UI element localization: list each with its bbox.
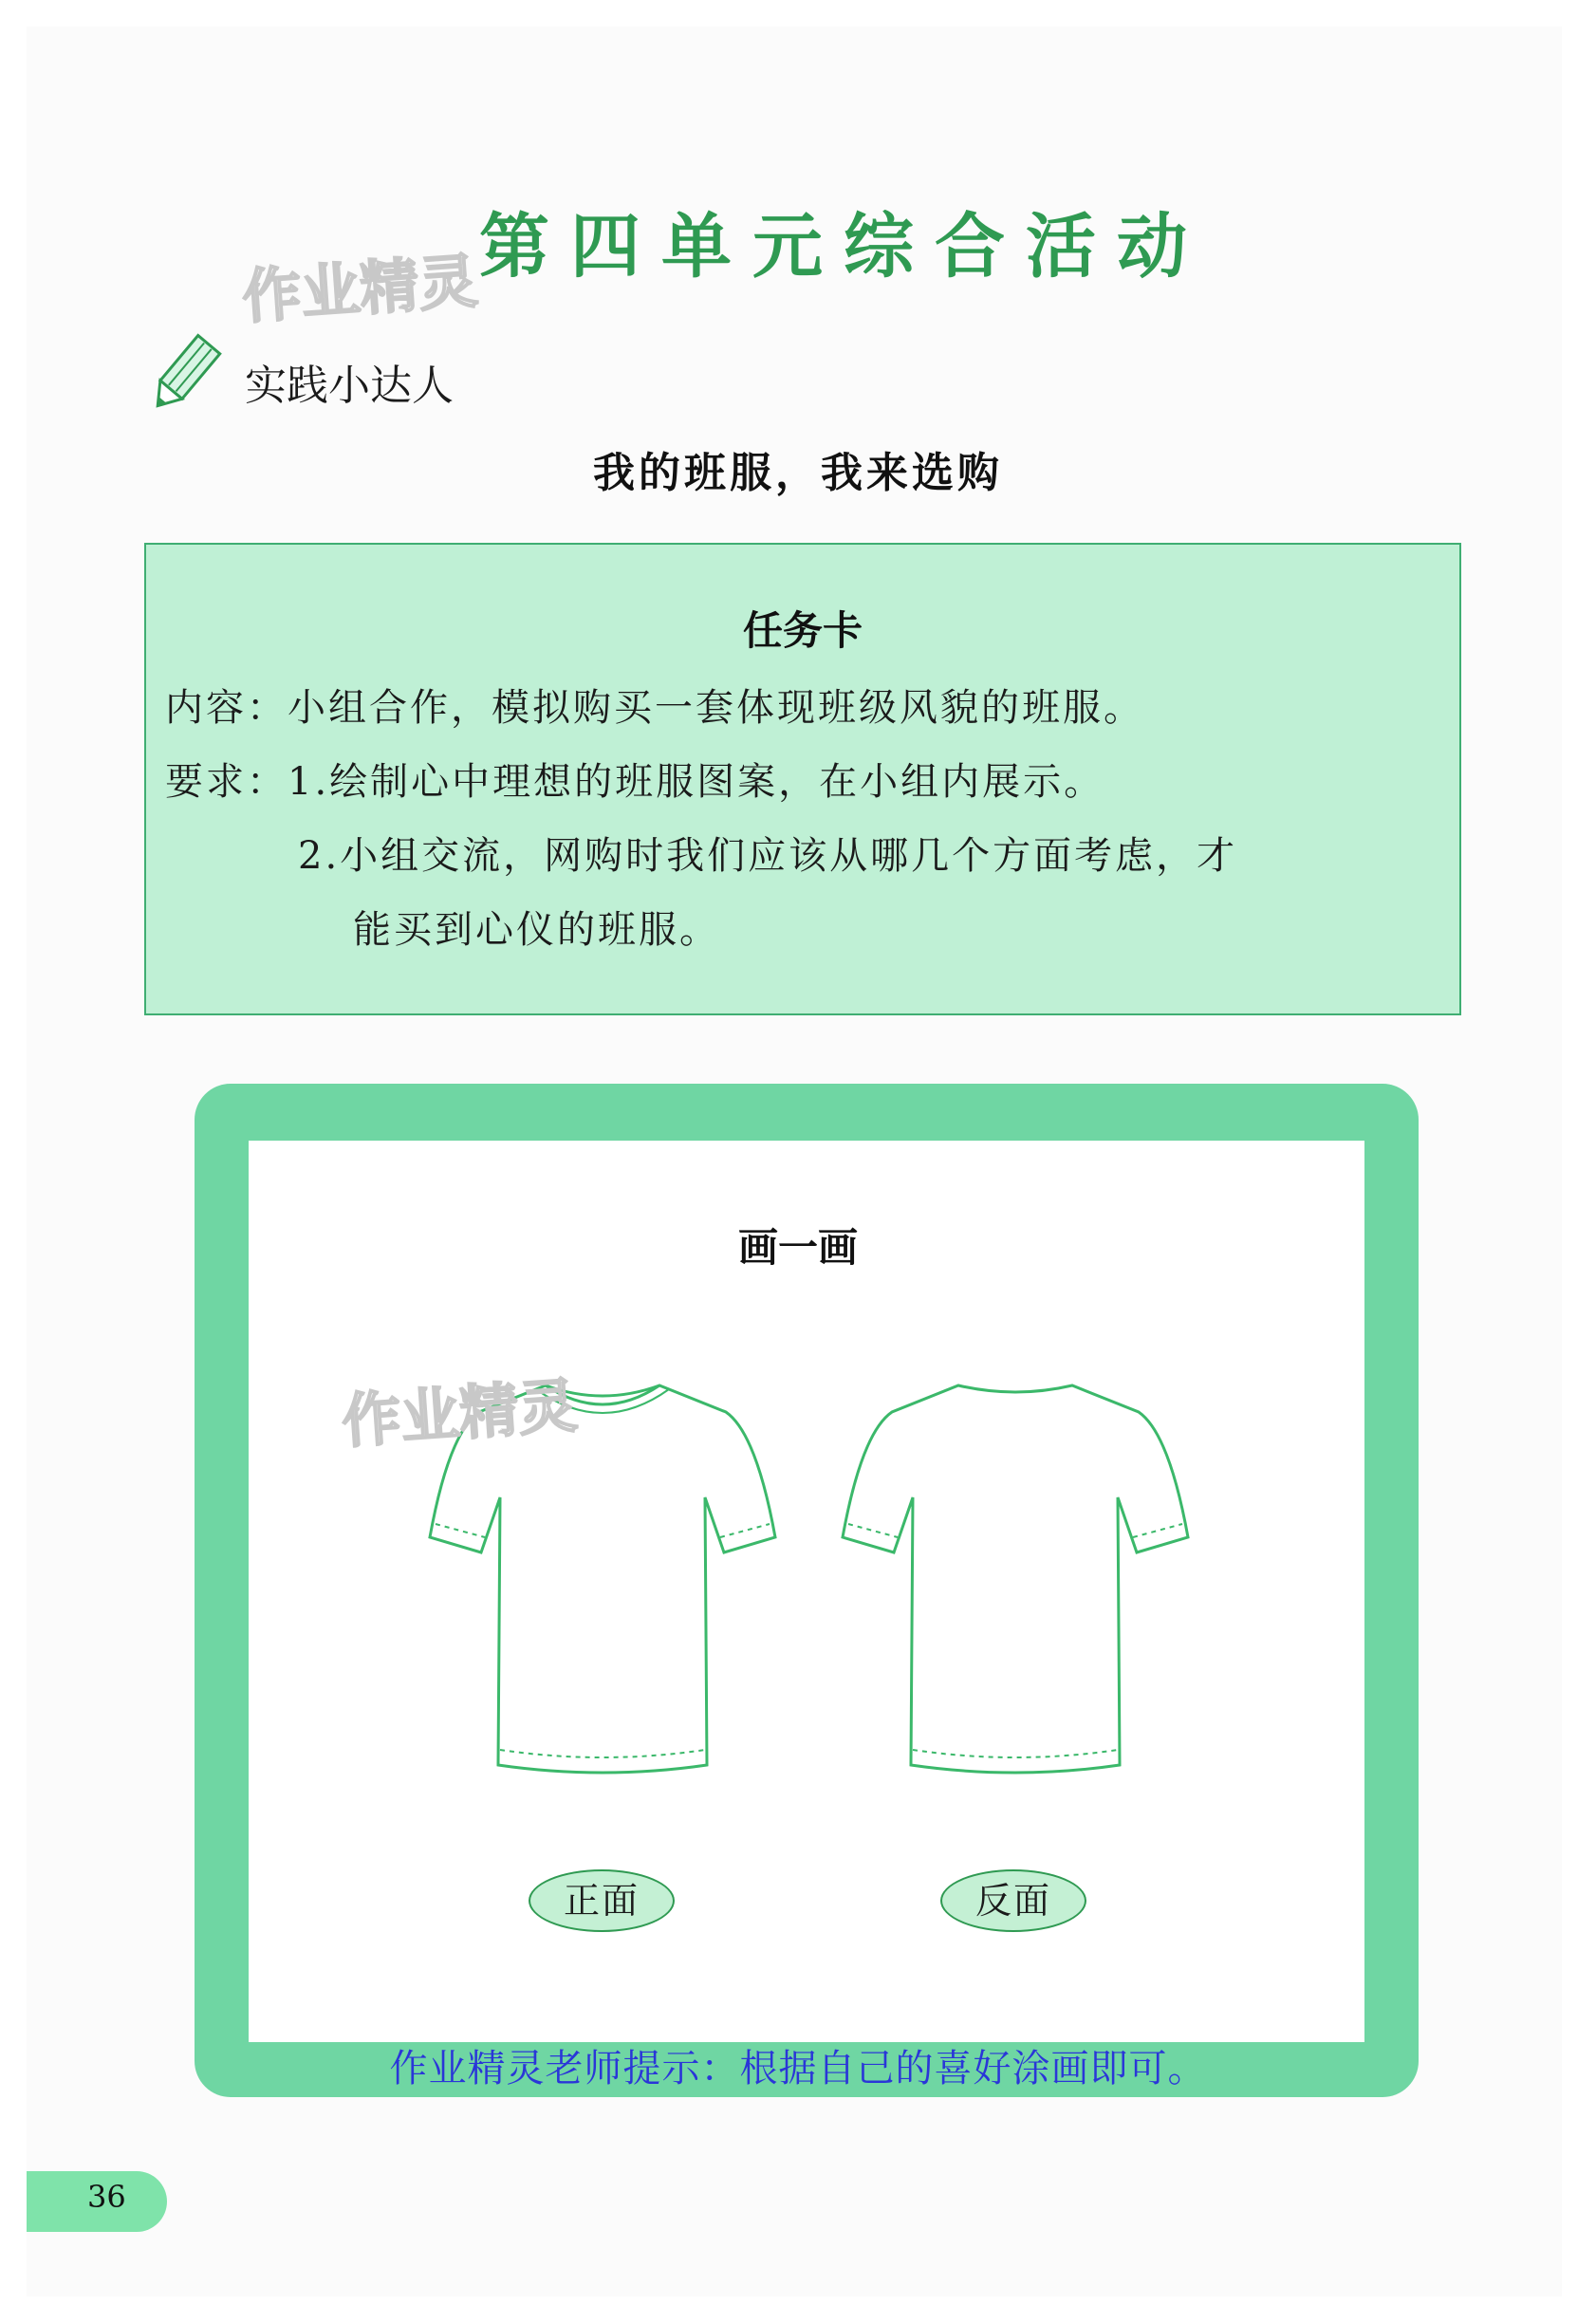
watermark: 作业精灵	[340, 1370, 580, 1457]
back-label: 反面	[940, 1869, 1086, 1932]
section-label: 实践小达人	[245, 362, 454, 410]
page-number: 36	[87, 2179, 126, 2215]
tshirt-back-outline[interactable]	[816, 1366, 1215, 1803]
task-card-title: 任务卡	[742, 607, 863, 654]
task-card	[144, 543, 1461, 1015]
drawing-title: 画一画	[737, 1224, 858, 1271]
task-requirement-1: 要求：1.绘制心中理想的班服图案，在小组内展示。	[165, 760, 1105, 804]
activity-subtitle: 我的班服，我来选购	[593, 449, 1003, 497]
unit-title: 第四单元综合活动	[479, 206, 1208, 288]
task-requirement-2-continued: 能买到心仪的班服。	[353, 908, 720, 952]
task-requirement-2: 2.小组交流，网购时我们应该从哪几个方面考虑，才	[298, 834, 1238, 878]
pencil-icon	[140, 332, 228, 419]
task-content: 内容：小组合作，模拟购买一套体现班级风貌的班服。	[165, 686, 1144, 730]
front-label: 正面	[529, 1869, 675, 1932]
teacher-hint: 作业精灵老师提示：根据自己的喜好涂画即可。	[389, 2047, 1207, 2091]
watermark: 作业精灵	[240, 246, 480, 332]
